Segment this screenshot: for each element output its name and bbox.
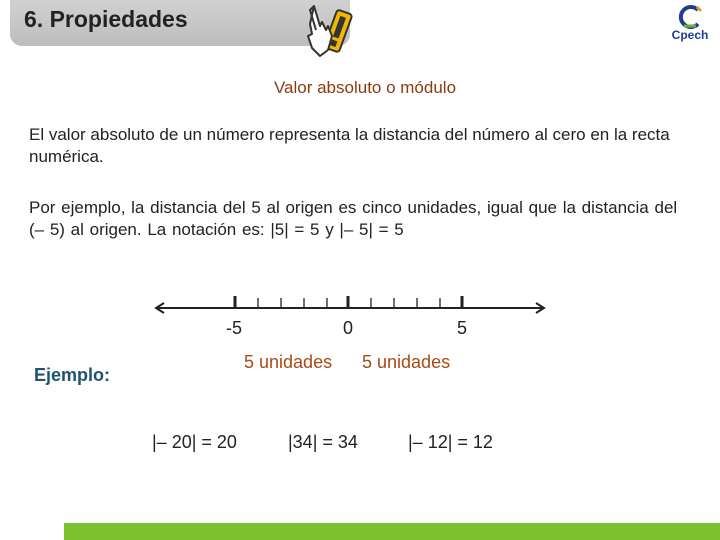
tick-label-five: 5	[456, 318, 468, 338]
definition-paragraph: El valor absoluto de un número representa la distancia del número al cero en la recta numérica.	[29, 125, 670, 166]
number-line-ticks	[235, 296, 462, 308]
tick-label-minus-five: -5	[225, 318, 243, 338]
tick-label-zero: 0	[342, 318, 354, 338]
example-heading: Ejemplo:	[34, 365, 111, 385]
example-paragraph: Por ejemplo, la distancia del 5 al origen es cinco unidades, igual que la distancia del (– 5) al origen. La notación es: |5| = 5 y |– 5| = 5	[29, 198, 678, 239]
example-item: |34| = 34	[288, 432, 358, 452]
pointing-hand-icon	[300, 0, 362, 62]
logo-text: Cpech	[671, 28, 709, 42]
footer-bar	[64, 523, 720, 540]
cpech-logo	[664, 4, 716, 48]
cpech-logo-icon	[664, 4, 716, 30]
page-title: 6. Propiedades	[24, 6, 188, 32]
units-label-left: 5 unidades	[244, 352, 333, 372]
example-item: |– 20| = 20	[152, 432, 237, 452]
section-subtitle: Valor absoluto o módulo	[273, 78, 457, 97]
example-item: |– 12| = 12	[408, 432, 493, 452]
units-label-right: 5 unidades	[362, 352, 451, 372]
